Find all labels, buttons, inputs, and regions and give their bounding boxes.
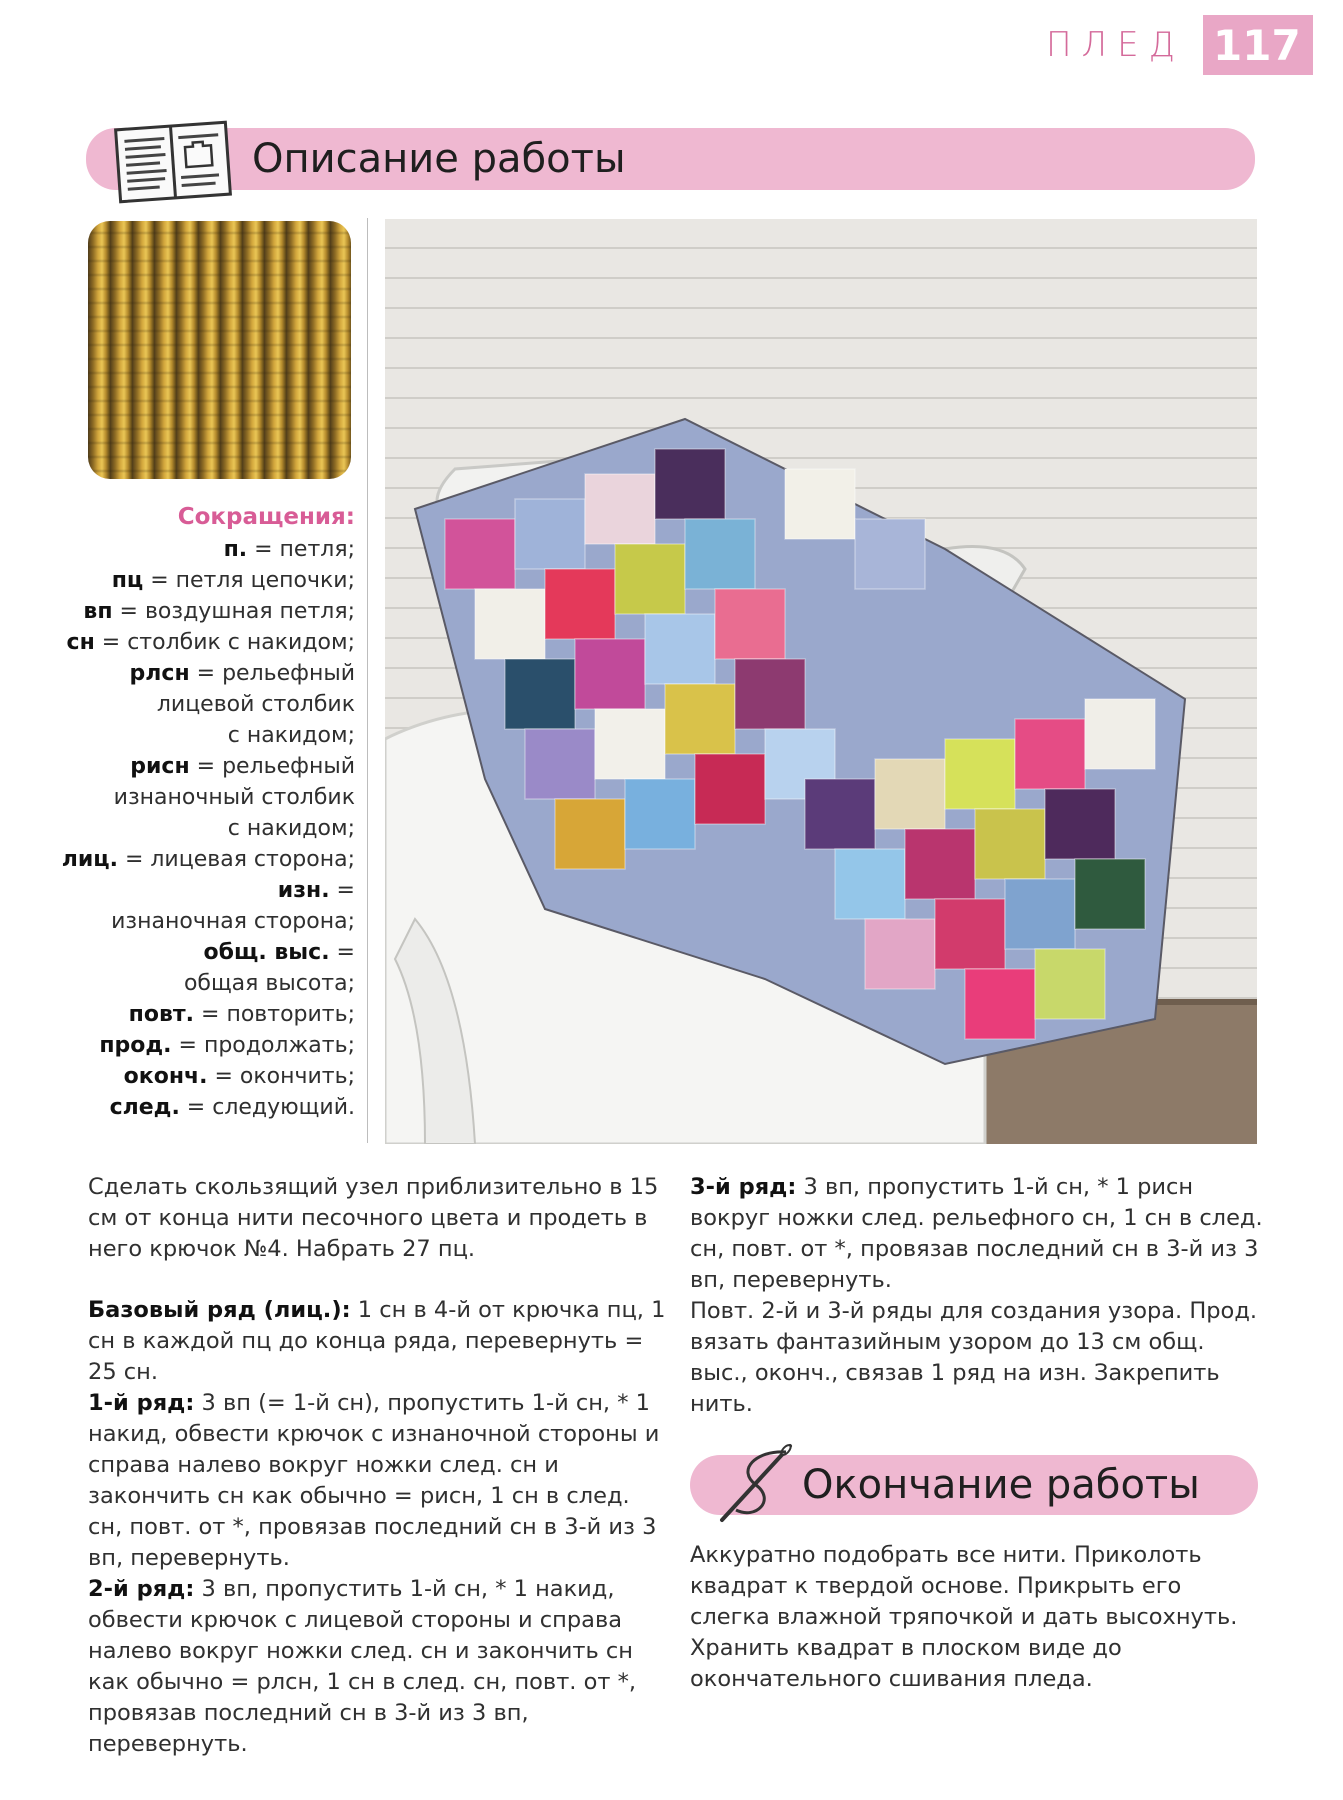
abbr-line: изнаночный столбик <box>113 785 355 810</box>
finishing-paragraph: Аккуратно подобрать все нити. Приколоть квадрат к твердой основе. Прикрыть его слегка влажной тряпочкой и дать высохнуть. Хранить квадрат в плоском виде до окончательного сшивания пледа. <box>690 1542 1238 1692</box>
abbr-line: оконч. = окончить; <box>123 1064 355 1089</box>
finishing-banner <box>690 1455 1258 1515</box>
column-divider <box>367 218 368 1143</box>
row-3-paragraph: 3-й ряд: 3 вп, пропустить 1-й сн, * 1 рисн вокруг ножки след. рельефного сн, 1 сн в след. сн, повт. от *, провязав последний сн в 3-й из 3 вп, перевернуть. <box>690 1174 1263 1293</box>
row-2-paragraph: 2-й ряд: 3 вп, пропустить 1-й сн, * 1 накид, обвести крючок с лицевой стороны и справа налево вокруг ножки след. сн и закончить сн как обычно = рлсн, 1 сн в след. сн, повт. от *, провязав последний сн в 3-й из 3 вп, перевернуть. <box>88 1576 637 1757</box>
instructions-column-2 <box>690 1172 1265 1420</box>
abbr-line: рлсн = рельефный <box>129 661 355 686</box>
needle-icon <box>716 1440 798 1524</box>
abbr-line: изнаночная сторона; <box>111 909 355 934</box>
base-row-paragraph: Базовый ряд (лиц.): 1 сн в 4-й от крючка пц, 1 сн в каждой пц до конца ряда, перевернуть = 25 сн. <box>88 1297 666 1385</box>
abbreviations-heading: Сокращения: <box>177 504 355 530</box>
row-3-label: 3-й ряд: <box>690 1174 797 1200</box>
abbr-line: прод. = продолжать; <box>99 1033 355 1058</box>
abbreviations-list <box>35 502 355 1123</box>
blanket-on-chair-photo <box>385 219 1257 1144</box>
abbr-line: с накидом; <box>227 723 355 748</box>
abbr-line: п. = петля; <box>223 537 355 562</box>
section-name: ПЛЕД <box>1045 25 1185 65</box>
instructions-column-1 <box>88 1172 668 1760</box>
page-number: 117 <box>1203 15 1313 75</box>
row-1-paragraph: 1-й ряд: 3 вп (= 1-й сн), пропустить 1-й сн, * 1 накид, обвести крючок с изнаночной стороны и справа налево вокруг ножки след. сн и закончить сн как обычно = рисн, 1 сн в след. сн, повт. от *, провязав последний сн в 3-й из 3 вп, перевернуть. <box>88 1390 660 1571</box>
knitted-swatch-image <box>88 221 351 479</box>
abbr-line: повт. = повторить; <box>128 1002 355 1027</box>
abbr-line: вп = воздушная петля; <box>83 599 355 624</box>
abbr-line: с накидом; <box>227 816 355 841</box>
work-description-banner <box>86 128 1255 190</box>
abbr-line: изн. = <box>277 878 355 903</box>
base-row-label: Базовый ряд (лиц.): <box>88 1297 351 1323</box>
abbr-line: общая высота; <box>183 971 355 996</box>
intro-paragraph: Сделать скользящий узел приблизительно в 15 см от конца нити песочного цвета и продеть в него крючок №4. Набрать 27 пц. <box>88 1174 659 1262</box>
abbr-line: след. = следующий. <box>109 1095 355 1120</box>
book-icon <box>112 120 234 204</box>
row-2-label: 2-й ряд: <box>88 1576 195 1602</box>
abbr-line: общ. выс. = <box>203 940 355 965</box>
abbr-line: сн = столбик с накидом; <box>66 630 355 655</box>
work-description-title: Описание работы <box>252 136 626 182</box>
abbr-line: рисн = рельефный <box>130 754 355 779</box>
repeat-paragraph: Повт. 2-й и 3-й ряды для создания узора. Прод. вязать фантазийным узором до 13 см общ. выс., оконч., связав 1 ряд на изн. Закрепить нить. <box>690 1298 1258 1417</box>
abbr-line: лицевой столбик <box>156 692 355 717</box>
finishing-title: Окончание работы <box>802 1462 1200 1508</box>
row-1-label: 1-й ряд: <box>88 1390 195 1416</box>
page-header <box>1046 22 1313 68</box>
abbr-line: лиц. = лицевая сторона; <box>61 847 355 872</box>
abbr-line: пц = петля цепочки; <box>111 568 355 593</box>
